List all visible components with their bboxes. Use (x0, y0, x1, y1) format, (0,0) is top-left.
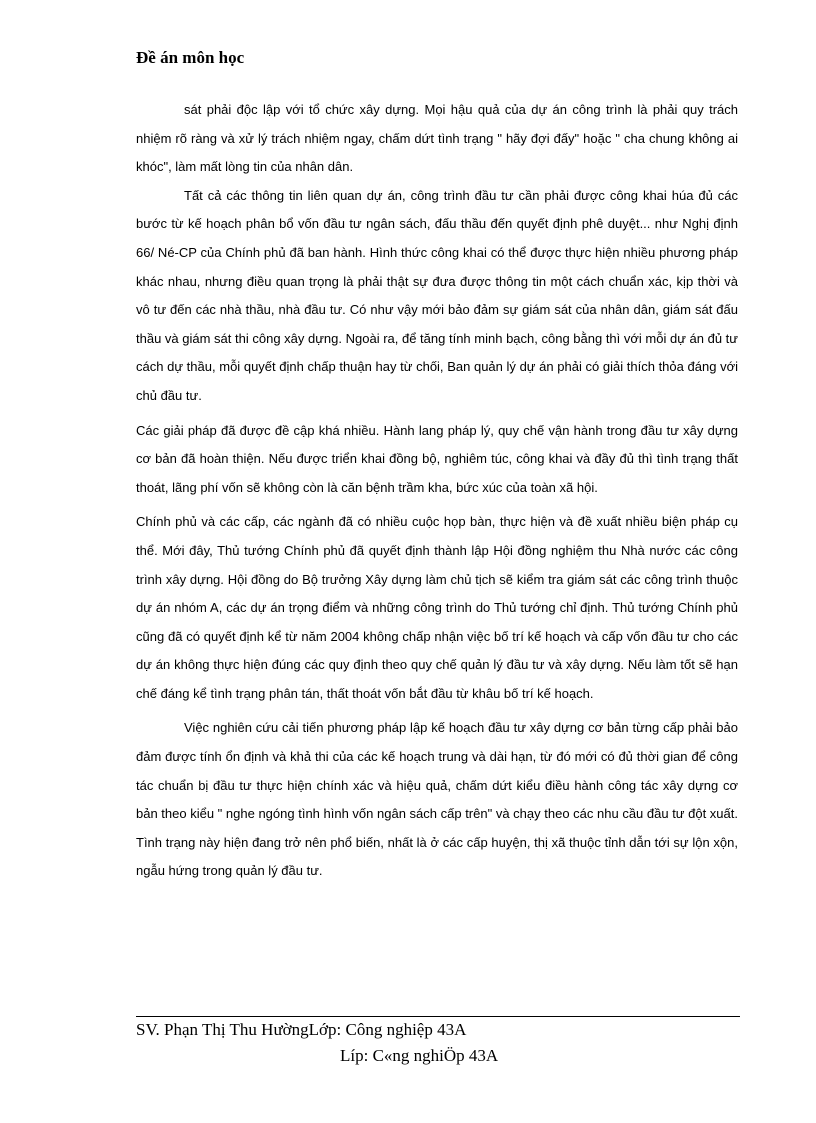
page-header-title: Đề án môn học (136, 48, 245, 67)
footer-class-info: Líp: C«ng nghiÖp 43A (340, 1046, 499, 1065)
paragraph-planning-improvement: Việc nghiên cứu cải tiến phương pháp lập kế hoạch đầu tư xây dựng cơ bản từng cấp phải bảo đảm được tính ổn định và khả thi của các kế hoạch trung và dài hạn, từ đó mới có đủ thời gian để công tác chuẩn bị đầu tư thực hiện chính xác và hiệu quả, chấm dứt kiểu điều hành công tác xây dựng cơ bản theo kiểu " nghe ngóng tình hình vốn ngân sách cấp trên" và chạy theo các nhu cầu đầu tư đột xuất. Tình trạng này hiện đang trở nên phổ biến, nhất là ở các cấp huyện, thị xã thuộc tỉnh dẫn tới sự lộn xộn, ngẫu hứng trong quản lý đầu tư. (136, 720, 738, 879)
document-body (136, 96, 738, 886)
paragraph-government-measures: Chính phủ và các cấp, các ngành đã có nhiều cuộc họp bàn, thực hiện và đề xuất nhiều biện pháp cụ thể. Mới đây, Thủ tướng Chính phủ đã quyết định thành lập Hội đồng nghiệm thu Nhà nước các công trình xây dựng. Hội đồng do Bộ trưởng Xây dựng làm chủ tịch sẽ kiểm tra giám sát các công trình thuộc dự án nhóm A, các dự án trọng điểm và những công trình do Thủ tướng chỉ định. Thủ tướng Chính phủ cũng đã có quyết định kể từ năm 2004 không chấp nhận việc bố trí kế hoạch và cấp vốn đầu tư cho các dự án không thực hiện đúng các quy định theo quy chế quản lý đầu tư và xây dựng. Nếu làm tốt sẽ hạn chế đáng kể tình trạng phân tán, thất thoát vốn bắt đầu từ khâu bố trí kế hoạch. (136, 514, 738, 701)
footer-divider (136, 1016, 740, 1017)
paragraph-public-disclosure: Tất cả các thông tin liên quan dự án, công trình đầu tư cần phải được công khai húa đủ các bước từ kế hoạch phân bổ vốn đầu tư ngân sách, đấu thầu đến quyết định phê duyệt... như Nghị định 66/ Né-CP của Chính phủ đã ban hành. Hình thức công khai có thể được thực hiện nhiều phương pháp khác nhau, nhưng điều quan trọng là phải thật sự đưa được thông tin một cách chuẩn xác, kịp thời và vô tư đến các nhà thầu, nhà đầu tư. Có như vậy mới bảo đảm sự giám sát của nhân dân, giám sát đấu thầu và giám sát thi công xây dựng. Ngoài ra, để tăng tính minh bạch, công bằng thì với mỗi dự án đủ tư cách dự thầu, mỗi quyết định chấp thuận hay từ chối, Ban quản lý dự án phải có giải thích thỏa đáng với chủ đầu tư. (136, 187, 738, 403)
paragraph-continuation: sát phải độc lập với tổ chức xây dựng. Mọi hậu quả của dự án công trình là phải quy trách nhiệm rõ ràng và xử lý trách nhiệm ngay, chấm dứt tình trạng " hãy đợi đấy" hoặc " cha chung không ai khóc", làm mất lòng tin của nhân dân. (136, 102, 738, 175)
paragraph-solutions: Các giải pháp đã được đề cập khá nhiều. Hành lang pháp lý, quy chế vận hành trong đầu tư xây dựng cơ bản đã hoàn thiện. Nếu được triển khai đồng bộ, nghiêm túc, công khai và đầy đủ thì tình trạng thất thoát, lãng phí vốn sẽ không còn là căn bệnh trầm kha, bức xúc của toàn xã hội. (136, 422, 738, 495)
footer-student-info: SV. Phạn Thị Thu HườngLớp: Công nghiệp 43A (136, 1020, 467, 1039)
